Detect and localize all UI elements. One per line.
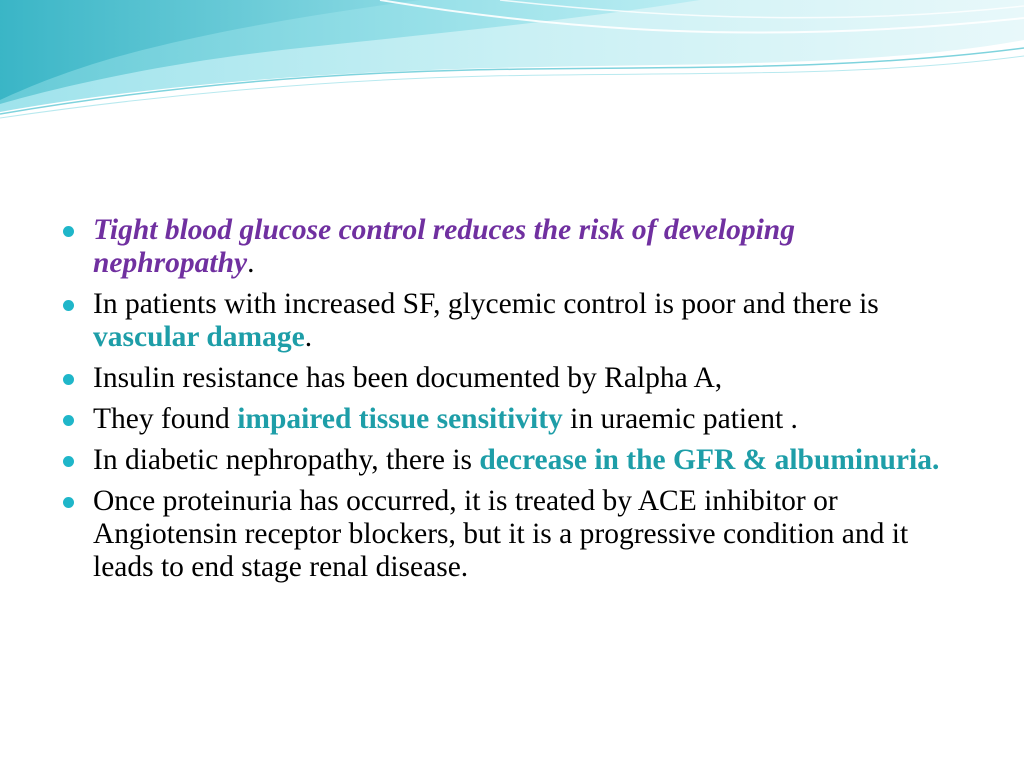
bullet-item [62, 288, 962, 354]
bullet-lead: They found [93, 403, 238, 435]
bullet-item [62, 362, 962, 395]
bullet-item [62, 214, 962, 280]
header-wave-decoration [0, 0, 1024, 130]
bullet-icon [63, 456, 74, 467]
bullet-icon [63, 497, 74, 508]
bullet-list [62, 214, 962, 592]
bullet-lead: In diabetic nephropathy, there is [93, 444, 480, 476]
bullet-item [62, 403, 962, 436]
bullet-tail: . [247, 247, 255, 279]
bullet-emphasis: vascular damage [93, 321, 305, 353]
bullet-emphasis: decrease in the GFR & albuminuria. [479, 444, 940, 476]
bullet-tail: . [304, 321, 313, 353]
bullet-tail: in uraemic patient . [562, 403, 798, 435]
bullet-lead: In patients with increased SF, glycemic control is poor and there is [93, 288, 879, 320]
bullet-text: Once proteinuria has occurred, it is treated by ACE inhibitor or Angiotensin receptor blockers, but it is a progressive condition and it leads to end stage renal disease. [93, 485, 909, 583]
bullet-item [62, 485, 962, 584]
bullet-icon [63, 374, 74, 385]
bullet-item [62, 444, 962, 477]
bullet-emphasis: impaired tissue sensitivity [237, 403, 563, 435]
bullet-icon [63, 415, 74, 426]
bullet-icon [63, 300, 74, 311]
bullet-emphasis: Tight blood glucose control reduces the risk of developing nephropathy [93, 214, 795, 279]
bullet-icon [63, 226, 74, 237]
bullet-text: Insulin resistance has been documented by Ralpha A, [93, 362, 723, 394]
